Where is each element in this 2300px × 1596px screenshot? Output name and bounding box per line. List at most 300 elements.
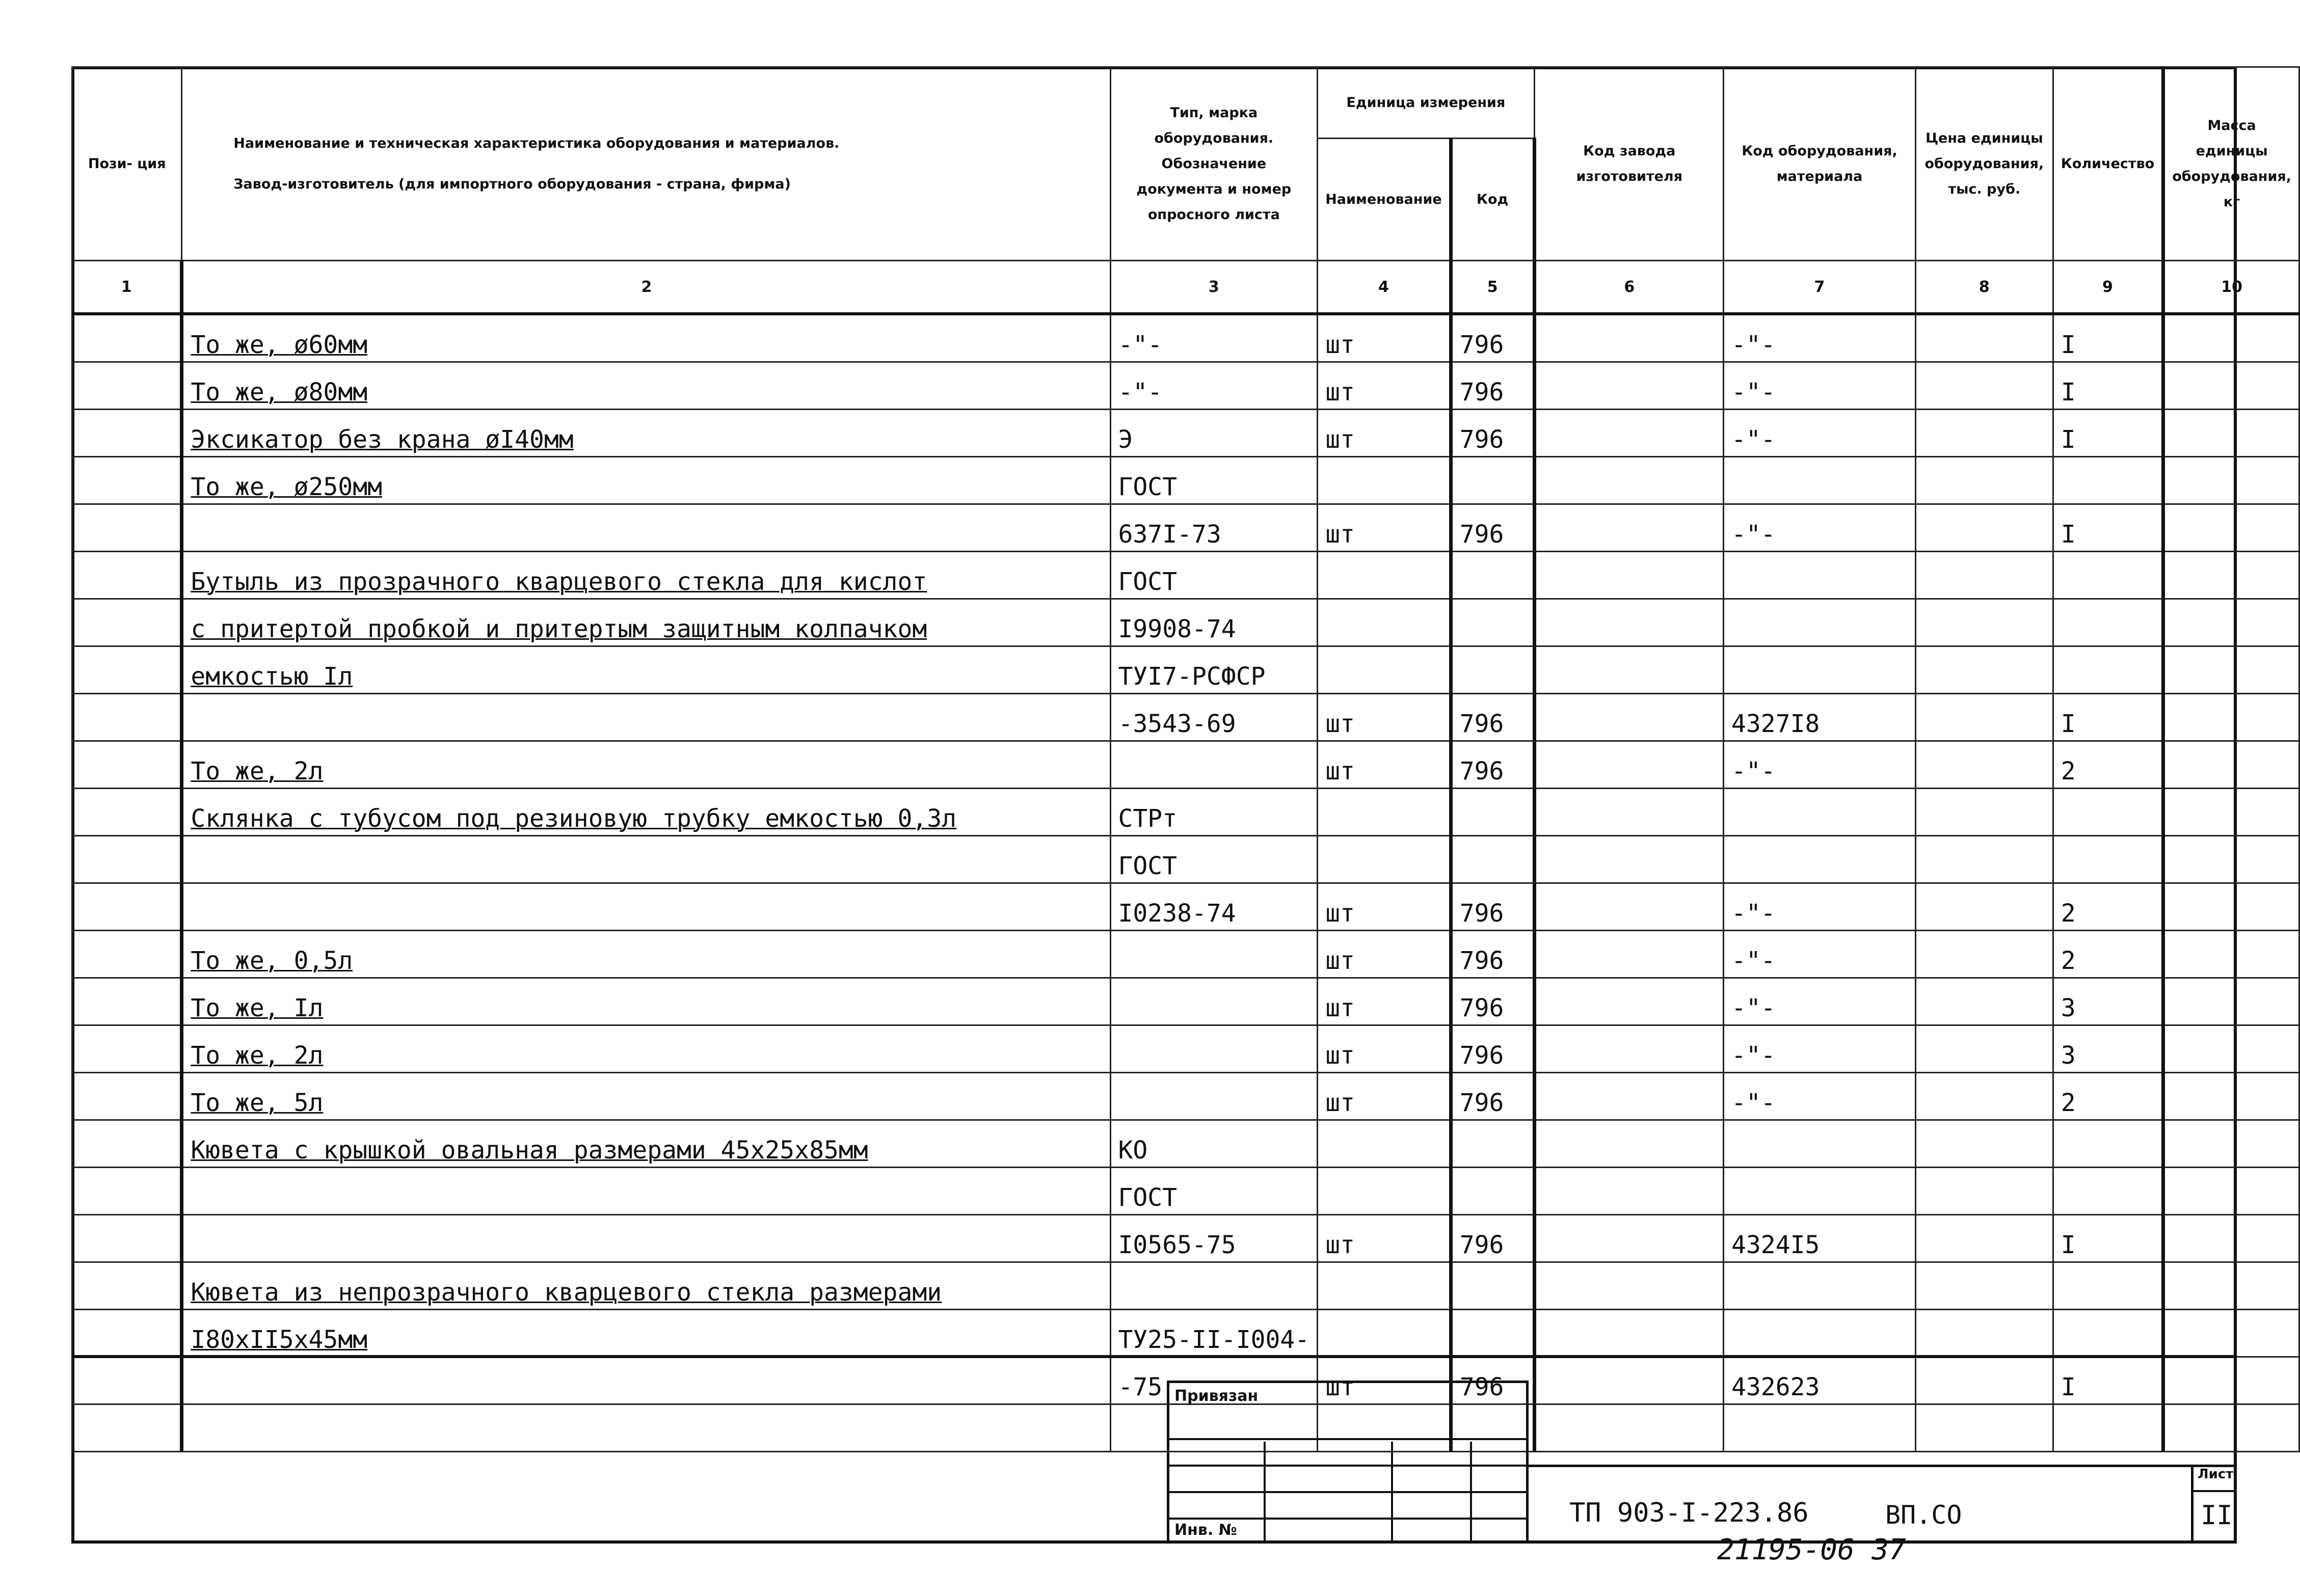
cell-position [72, 1120, 182, 1168]
handwritten-archive-number: 21195-06 37 [1717, 1533, 1906, 1566]
cell-type-text: ТУ25-II-I004- [1118, 1326, 1310, 1354]
cell-type [1110, 741, 1318, 789]
table-row [72, 646, 2299, 694]
cell-type-text: I0238-74 [1118, 899, 1236, 928]
cell-quantity [2053, 410, 2163, 457]
cell-type [1110, 457, 1318, 504]
cell-type-text: -75 [1118, 1373, 1163, 1401]
cell-name [182, 504, 1110, 552]
header-name-line1: Наименование и техническая характеристика оборудования и материалов. [233, 135, 840, 151]
cell-position [72, 552, 182, 599]
cell-material-code-text: -"- [1731, 1089, 1776, 1117]
cell-type [1110, 1262, 1318, 1310]
cell-quantity [2053, 836, 2163, 883]
colnum: 6 [1534, 261, 1723, 314]
cell-unit-code [1451, 362, 1534, 410]
cell-quantity-text: I [2061, 425, 2076, 454]
table-row [72, 694, 2299, 741]
cell-unit-code [1451, 1073, 1534, 1120]
cell-material-code [1724, 599, 1916, 646]
cell-name [182, 646, 1110, 694]
cell-unit-name [1318, 694, 1451, 741]
cell-position [72, 457, 182, 504]
cell-price [1915, 1073, 2053, 1120]
cell-position [72, 1262, 182, 1310]
header-name [182, 67, 1110, 261]
cell-name [182, 1262, 1110, 1310]
cell-material-code [1724, 362, 1916, 410]
cell-position [72, 1073, 182, 1120]
cell-name [182, 1120, 1110, 1168]
cell-unit-name-text: шт [1325, 1041, 1355, 1070]
cell-name [182, 599, 1110, 646]
cell-price [1915, 1215, 2053, 1262]
cell-mass [2163, 836, 2299, 883]
table-row [72, 1073, 2299, 1120]
cell-quantity [2053, 978, 2163, 1025]
cell-price [1915, 599, 2053, 646]
cell-type [1110, 314, 1318, 362]
cell-quantity [2053, 741, 2163, 789]
cell-mass [2163, 646, 2299, 694]
header-plant-code: Код завода изготовителя [1534, 67, 1723, 261]
cell-unit-code [1451, 978, 1534, 1025]
cell-position [72, 789, 182, 836]
header-mass: Масса единицы оборудования, кг [2163, 67, 2299, 261]
cell-material-code [1724, 836, 1916, 883]
cell-type [1110, 789, 1318, 836]
cell-type [1110, 1073, 1318, 1120]
cell-name-text: То же, 5л [191, 1089, 324, 1117]
table-row [72, 314, 2299, 362]
cell-unit-name [1318, 931, 1451, 978]
cell-unit-name-text: шт [1325, 331, 1355, 359]
header-position: Пози- ция [72, 67, 182, 261]
cell-unit-name [1318, 1025, 1451, 1073]
table-row [72, 1310, 2299, 1357]
cell-material-code [1724, 646, 1916, 694]
cell-mass [2163, 552, 2299, 599]
cell-price [1915, 362, 2053, 410]
cell-quantity [2053, 694, 2163, 741]
cell-position [72, 1215, 182, 1262]
cell-plant-code [1534, 362, 1723, 410]
cell-price [1915, 410, 2053, 457]
cell-material-code-text: -"- [1731, 946, 1776, 975]
cell-price [1915, 741, 2053, 789]
cell-price [1915, 1168, 2053, 1215]
cell-name-text: То же, 2л [191, 757, 324, 786]
cell-name [182, 1168, 1110, 1215]
cell-unit-code [1451, 457, 1534, 504]
cell-price [1915, 457, 2053, 504]
cell-price [1915, 978, 2053, 1025]
header-unit-code: Код [1451, 139, 1534, 261]
cell-material-code [1724, 1215, 1916, 1262]
cell-name [182, 410, 1110, 457]
cell-unit-name [1318, 552, 1451, 599]
table-row [72, 1120, 2299, 1168]
cell-name-text: I80xII5x45мм [191, 1326, 368, 1354]
cell-type [1110, 836, 1318, 883]
cell-material-code [1724, 1025, 1916, 1073]
cell-position [72, 410, 182, 457]
cell-unit-name [1318, 1262, 1451, 1310]
cell-plant-code [1534, 694, 1723, 741]
cell-unit-code [1451, 552, 1534, 599]
table-row [72, 789, 2299, 836]
cell-type-text: ГОСТ [1118, 852, 1178, 880]
cell-mass [2163, 978, 2299, 1025]
cell-type [1110, 504, 1318, 552]
cell-name-text: Кювета с крышкой овальная размерами 45x25x85мм [191, 1136, 868, 1165]
cell-unit-name [1318, 646, 1451, 694]
cell-quantity-text: I [2061, 1373, 2076, 1401]
cell-type [1110, 362, 1318, 410]
cell-quantity-text: I [2061, 710, 2076, 738]
cell-mass [2163, 1025, 2299, 1073]
cell-unit-name-text: шт [1325, 946, 1355, 975]
cell-unit-code [1451, 883, 1534, 931]
table-row [72, 599, 2299, 646]
cell-plant-code [1534, 1310, 1723, 1357]
cell-unit-code [1451, 789, 1534, 836]
cell-unit-code-text: 796 [1459, 331, 1504, 359]
header-type: Тип, марка оборудования. Обозначение документа и номер опросного листа [1110, 67, 1318, 261]
sheet-number-box [2191, 1465, 2237, 1544]
cell-material-code-text: -"- [1731, 378, 1776, 407]
table-row [72, 883, 2299, 931]
cell-plant-code [1534, 1215, 1723, 1262]
cell-quantity [2053, 362, 2163, 410]
cell-quantity-text: 3 [2061, 994, 2076, 1022]
cell-type [1110, 978, 1318, 1025]
cell-unit-name-text: шт [1325, 899, 1355, 928]
cell-type [1110, 599, 1318, 646]
cell-material-code-text: 4327I8 [1731, 710, 1820, 738]
cell-unit-code [1451, 1310, 1534, 1357]
cell-unit-name [1318, 599, 1451, 646]
cell-quantity [2053, 1120, 2163, 1168]
cell-plant-code [1534, 741, 1723, 789]
cell-quantity [2053, 931, 2163, 978]
cell-plant-code [1534, 1073, 1723, 1120]
cell-price [1915, 552, 2053, 599]
cell-position [72, 978, 182, 1025]
cell-name [182, 552, 1110, 599]
cell-unit-name-text: шт [1325, 425, 1355, 454]
cell-quantity-text: 2 [2061, 757, 2076, 786]
table-row [72, 504, 2299, 552]
cell-plant-code [1534, 931, 1723, 978]
cell-mass [2163, 1120, 2299, 1168]
cell-type [1110, 1168, 1318, 1215]
title-block-divider [1529, 1465, 2237, 1467]
cell-plant-code [1534, 1262, 1723, 1310]
cell-material-code [1724, 1120, 1916, 1168]
cell-name [182, 314, 1110, 362]
cell-unit-code-text: 796 [1459, 946, 1504, 975]
cell-mass [2163, 1262, 2299, 1310]
cell-quantity [2053, 789, 2163, 836]
cell-unit-code-text: 796 [1459, 1089, 1504, 1117]
colnum: 5 [1451, 261, 1534, 314]
cell-type [1110, 1215, 1318, 1262]
cell-price [1915, 1310, 2053, 1357]
table-header [72, 67, 2299, 314]
cell-unit-name [1318, 504, 1451, 552]
cell-material-code-text: 432623 [1731, 1373, 1820, 1401]
cell-unit-code-text: 796 [1459, 757, 1504, 786]
cell-price [1915, 504, 2053, 552]
cell-name-text: То же, ø60мм [191, 331, 368, 359]
table-row [72, 1025, 2299, 1073]
header-quantity: Количество [2053, 67, 2163, 261]
sheet-number: II [2201, 1500, 2233, 1531]
cell-type [1110, 1120, 1318, 1168]
cell-plant-code [1534, 1168, 1723, 1215]
document-number: ТП 903-I-223.86 [1569, 1498, 1809, 1528]
cell-quantity-text: I [2061, 331, 2076, 359]
header-unit: Единица измерения [1318, 67, 1534, 139]
cell-name [182, 362, 1110, 410]
cell-mass [2163, 410, 2299, 457]
cell-plant-code [1534, 646, 1723, 694]
cell-plant-code [1534, 504, 1723, 552]
cell-plant-code [1534, 883, 1723, 931]
cell-unit-code [1451, 646, 1534, 694]
cell-position [72, 1310, 182, 1357]
cell-name [182, 836, 1110, 883]
cell-unit-code-text: 796 [1459, 1041, 1504, 1070]
cell-material-code-text: -"- [1731, 520, 1776, 549]
cell-plant-code [1534, 314, 1723, 362]
cell-unit-name [1318, 1120, 1451, 1168]
cell-mass [2163, 789, 2299, 836]
cell-type [1110, 410, 1318, 457]
cell-unit-code-text: 796 [1459, 1231, 1504, 1259]
table-row [72, 362, 2299, 410]
cell-unit-code-text: 796 [1459, 378, 1504, 407]
cell-material-code [1724, 978, 1916, 1025]
cell-unit-code [1451, 694, 1534, 741]
cell-quantity [2053, 314, 2163, 362]
approval-stamp [1167, 1381, 1529, 1544]
cell-unit-code [1451, 836, 1534, 883]
cell-type-text: ГОСТ [1118, 473, 1178, 501]
cell-material-code-text: -"- [1731, 331, 1776, 359]
cell-mass [2163, 1168, 2299, 1215]
cell-unit-name-text: шт [1325, 710, 1355, 738]
colnum: 1 [72, 261, 182, 314]
cell-mass [2163, 1310, 2299, 1357]
cell-position [72, 504, 182, 552]
cell-type-text: ГОСТ [1118, 1183, 1178, 1212]
cell-type-text: СТРт [1118, 804, 1178, 833]
colnum: 2 [182, 261, 1110, 314]
cell-position [72, 741, 182, 789]
table-row [72, 931, 2299, 978]
cell-unit-name-text: шт [1325, 994, 1355, 1022]
table-row [72, 1262, 2299, 1310]
cell-unit-code [1451, 599, 1534, 646]
cell-quantity-text: 2 [2061, 1089, 2076, 1117]
cell-price [1915, 789, 2053, 836]
cell-plant-code [1534, 1025, 1723, 1073]
cell-plant-code [1534, 410, 1723, 457]
cell-quantity [2053, 552, 2163, 599]
cell-unit-code [1451, 1120, 1534, 1168]
cell-position [72, 836, 182, 883]
cell-unit-code [1451, 1025, 1534, 1073]
cell-unit-name [1318, 836, 1451, 883]
cell-type [1110, 552, 1318, 599]
cell-type [1110, 1310, 1318, 1357]
cell-position [72, 1168, 182, 1215]
stamp-inventory-label: Инв. № [1174, 1521, 1237, 1539]
cell-type-text: I9908-74 [1118, 615, 1236, 643]
cell-unit-name [1318, 457, 1451, 504]
cell-quantity-text: 3 [2061, 1041, 2076, 1070]
header-price: Цена единицы оборудования, тыс. руб. [1915, 67, 2053, 261]
colnum: 7 [1724, 261, 1916, 314]
cell-unit-code [1451, 931, 1534, 978]
table-row [72, 1215, 2299, 1262]
cell-material-code [1724, 789, 1916, 836]
cell-mass [2163, 1215, 2299, 1262]
cell-name [182, 741, 1110, 789]
cell-quantity [2053, 1168, 2163, 1215]
colnum: 8 [1915, 261, 2053, 314]
cell-type-text: ГОСТ [1118, 567, 1178, 596]
cell-name-text: емкостью Iл [191, 662, 353, 691]
cell-quantity [2053, 1215, 2163, 1262]
cell-unit-name [1318, 1310, 1451, 1357]
cell-name [182, 1025, 1110, 1073]
cell-quantity [2053, 1025, 2163, 1073]
cell-name-text: То же, Iл [191, 994, 324, 1022]
cell-name-text: Кювета из непрозрачного кварцевого стекла размерами [191, 1278, 942, 1307]
cell-quantity [2053, 599, 2163, 646]
column-number-row [72, 261, 2299, 314]
cell-material-code-text: 4324I5 [1731, 1231, 1820, 1259]
cell-material-code-text: -"- [1731, 899, 1776, 928]
cell-name [182, 978, 1110, 1025]
cell-quantity [2053, 1073, 2163, 1120]
cell-type-text: ТУI7-РСФСР [1118, 662, 1266, 691]
cell-name-text: Бутыль из прозрачного кварцевого стекла для кислот [191, 567, 927, 596]
cell-quantity [2053, 457, 2163, 504]
cell-unit-name-text: шт [1325, 378, 1355, 407]
table-row [72, 836, 2299, 883]
cell-price [1915, 314, 2053, 362]
cell-unit-name [1318, 362, 1451, 410]
cell-unit-name [1318, 1073, 1451, 1120]
cell-unit-code [1451, 410, 1534, 457]
cell-mass [2163, 314, 2299, 362]
cell-unit-name [1318, 314, 1451, 362]
cell-name-text: То же, 0,5л [191, 946, 353, 975]
cell-position [72, 314, 182, 362]
cell-price [1915, 694, 2053, 741]
cell-material-code [1724, 694, 1916, 741]
cell-position [72, 694, 182, 741]
cell-unit-name [1318, 883, 1451, 931]
cell-material-code [1724, 1310, 1916, 1357]
cell-material-code [1724, 1262, 1916, 1310]
cell-name [182, 1215, 1110, 1262]
cell-type-text: Э [1118, 425, 1133, 454]
cell-type [1110, 931, 1318, 978]
cell-unit-code-text: 796 [1459, 425, 1504, 454]
cell-quantity [2053, 883, 2163, 931]
cell-unit-name-text: шт [1325, 1373, 1355, 1401]
cell-name-text: То же, 2л [191, 1041, 324, 1070]
cell-material-code [1724, 741, 1916, 789]
cell-plant-code [1534, 789, 1723, 836]
cell-position [72, 883, 182, 931]
cell-plant-code [1534, 457, 1723, 504]
cell-unit-name-text: шт [1325, 520, 1355, 549]
cell-unit-name [1318, 978, 1451, 1025]
cell-mass [2163, 741, 2299, 789]
table-body [72, 314, 2299, 1452]
cell-unit-code [1451, 1168, 1534, 1215]
cell-name [182, 789, 1110, 836]
document-code: ВП.СО [1885, 1500, 1962, 1530]
cell-type-text: 637I-73 [1118, 520, 1221, 549]
cell-plant-code [1534, 552, 1723, 599]
cell-material-code-text: -"- [1731, 994, 1776, 1022]
table-row [72, 741, 2299, 789]
cell-type-text: -"- [1118, 331, 1163, 359]
cell-material-code [1724, 457, 1916, 504]
header-material-code: Код оборудования, материала [1724, 67, 1916, 261]
cell-name-text: с притертой пробкой и притертым защитным колпачком [191, 615, 927, 643]
stamp-title: Привязан [1174, 1387, 1259, 1405]
cell-unit-name [1318, 741, 1451, 789]
cell-quantity-text: I [2061, 1231, 2076, 1259]
cell-material-code [1724, 314, 1916, 362]
cell-unit-name [1318, 1215, 1451, 1262]
cell-type [1110, 883, 1318, 931]
cell-unit-code-text: 796 [1459, 520, 1504, 549]
cell-type-text: -"- [1118, 378, 1163, 407]
cell-name [182, 1310, 1110, 1357]
cell-unit-code [1451, 1262, 1534, 1310]
cell-position [72, 1025, 182, 1073]
cell-name-text: То же, ø80мм [191, 378, 368, 407]
cell-plant-code [1534, 1120, 1723, 1168]
cell-price [1915, 836, 2053, 883]
cell-unit-name-text: шт [1325, 1089, 1355, 1117]
cell-position [72, 362, 182, 410]
cell-material-code [1724, 552, 1916, 599]
cell-unit-name-text: шт [1325, 1231, 1355, 1259]
cell-name [182, 457, 1110, 504]
cell-plant-code [1534, 978, 1723, 1025]
cell-price [1915, 883, 2053, 931]
cell-unit-name-text: шт [1325, 757, 1355, 786]
colnum: 10 [2163, 261, 2299, 314]
cell-material-code [1724, 931, 1916, 978]
cell-mass [2163, 1073, 2299, 1120]
cell-type [1110, 694, 1318, 741]
cell-material-code-text: -"- [1731, 425, 1776, 454]
colnum: 9 [2053, 261, 2163, 314]
cell-quantity [2053, 646, 2163, 694]
cell-quantity [2053, 504, 2163, 552]
